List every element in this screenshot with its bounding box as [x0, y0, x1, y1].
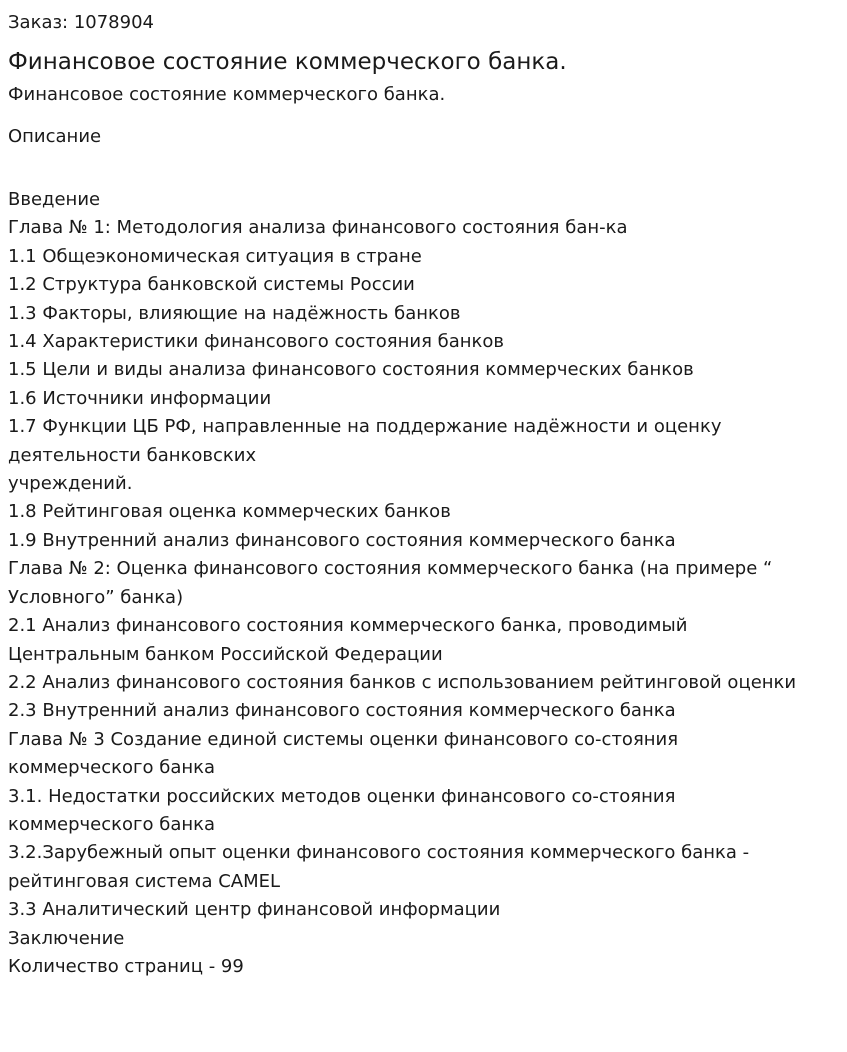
order-number: Заказ: 1078904 [8, 12, 154, 33]
toc-item-3-1: 3.1. Недостатки российских методов оценки финансового со-стояния коммерческого банка [8, 785, 676, 835]
toc-item-1-2: 1.2 Структура банковской системы России [8, 274, 415, 296]
toc-item-3-3: 3.3 Аналитический центр финансовой информации [8, 899, 501, 921]
toc-item-chapter-1: Глава № 1: Методология анализа финансового состояния бан-ка [8, 217, 628, 239]
toc-item-2-3: 2.3 Внутренний анализ финансового состояния коммерческого банка [8, 700, 676, 722]
toc-item-1-5: 1.5 Цели и виды анализа финансового состояния коммерческих банков [8, 359, 694, 381]
toc-item-1-9: 1.9 Внутренний анализ финансового состояния коммерческого банка [8, 529, 676, 551]
document-subtitle: Финансовое состояние коммерческого банка. [8, 84, 446, 105]
toc-item-1-3: 1.3 Факторы, влияющие на надёжность банков [8, 302, 461, 324]
toc-item-2-1: 2.1 Анализ финансового состояния коммерческого банка, проводимый Центральным банком Российской Федерации [8, 615, 688, 665]
toc-item-1-4: 1.4 Характеристики финансового состояния банков [8, 331, 505, 353]
toc-item-1-7: 1.7 Функции ЦБ РФ, направленные на поддержание надёжности и оценку деятельности банковских [8, 416, 722, 466]
toc-item-1-7-continued: учреждений. [8, 473, 133, 495]
table-of-contents [8, 186, 808, 953]
page-count: Количество страниц - 99 [8, 955, 244, 977]
description-heading: Описание [8, 126, 102, 147]
toc-item-1-1: 1.1 Общеэкономическая ситуация в стране [8, 245, 422, 267]
toc-item-chapter-2: Глава № 2: Оценка финансового состояния коммерческого банка (на примере “ Условного” банка) [8, 558, 773, 608]
document-title: Финансовое состояние коммерческого банка. [8, 49, 567, 75]
toc-item-chapter-3: Глава № 3 Создание единой системы оценки финансового со-стояния коммерческого банка [8, 728, 679, 779]
toc-item-conclusion: Заключение [8, 927, 125, 949]
toc-item-2-2: 2.2 Анализ финансового состояния банков с использованием рейтинговой оценки [8, 671, 797, 693]
toc-item-1-8: 1.8 Рейтинговая оценка коммерческих банков [8, 501, 451, 523]
toc-item-introduction: Введение [8, 189, 101, 210]
toc-item-1-6: 1.6 Источники информации [8, 387, 272, 409]
toc-item-3-2: 3.2.Зарубежный опыт оценки финансового состояния коммерческого банка - рейтинговая система CAMEL [8, 842, 750, 892]
